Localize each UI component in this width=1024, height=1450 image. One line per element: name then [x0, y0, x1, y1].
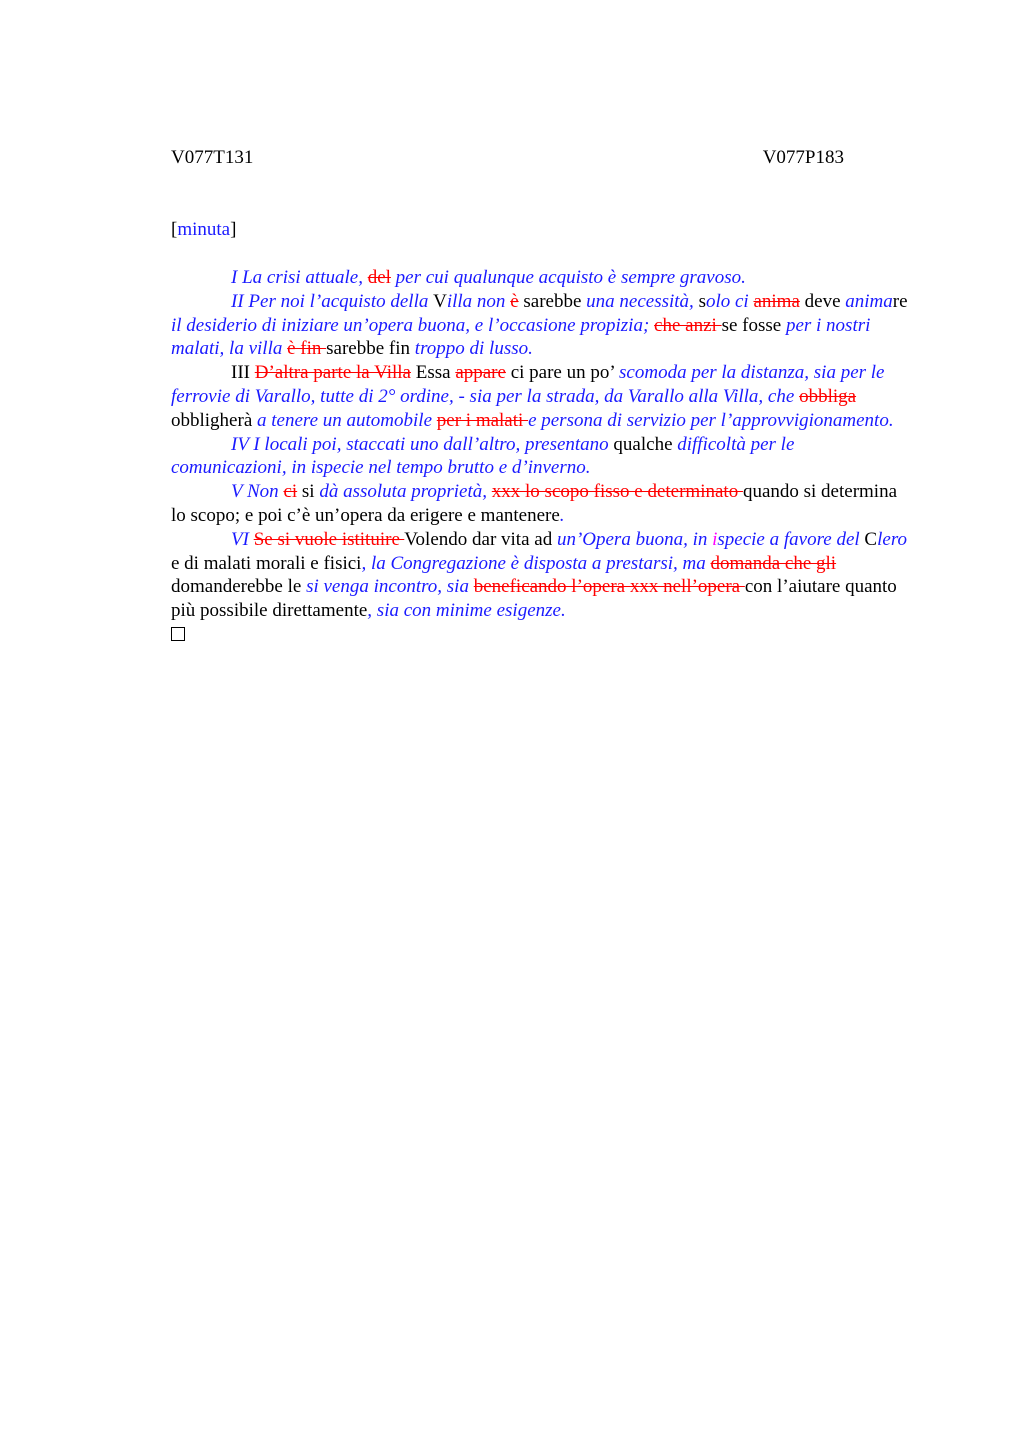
added-text: lero: [877, 528, 908, 550]
document-header: [171, 146, 844, 170]
base-text: Essa: [410, 362, 456, 384]
base-text: se fosse: [721, 314, 786, 336]
added-text: , sia con minime esigenze.: [367, 600, 566, 622]
deleted-text: del: [367, 267, 391, 288]
added-text: a tenere un automobile: [257, 409, 437, 431]
paragraph-5: [171, 480, 911, 528]
document-code-right: V077P183: [762, 147, 844, 168]
deleted-text: per i malati: [436, 409, 529, 431]
deleted-text: domanda che gli: [710, 552, 837, 574]
added-text: si venga incontro, sia: [306, 576, 474, 598]
base-text: e di malati morali e fisici: [171, 552, 362, 574]
added-text: I La crisi attuale,: [231, 267, 368, 288]
added-text: olo ci: [705, 290, 754, 312]
base-text: domanderebbe le: [171, 576, 307, 598]
base-text: sarebbe fin: [326, 338, 415, 360]
paragraph-6: [171, 528, 911, 623]
base-text: s: [698, 290, 706, 312]
paragraph-3: [171, 361, 911, 432]
draft-label-word: minuta: [177, 219, 231, 240]
base-text: obbligherà: [171, 409, 258, 431]
deleted-text: Se si vuole istituire: [253, 528, 405, 550]
base-text: sarebbe: [518, 290, 587, 312]
base-text: III: [231, 362, 255, 384]
deleted-text: beneficando l’opera xxx nell’opera: [473, 576, 745, 598]
added-text: II Per noi l’acquisto della: [231, 290, 434, 312]
end-marker: [171, 623, 911, 648]
added-text: scomoda per la distanza, sia per le ferrovie di Varallo, tutte di 2° ordine, - sia per la strada, da Varallo alla Villa, che: [171, 362, 885, 407]
highlight-text: i: [712, 528, 718, 550]
base-text: si: [297, 481, 320, 503]
deleted-text: xxx lo scopo fisso e determinato: [491, 481, 743, 503]
base-text: con l’aiutare quanto più possibile direttamente: [171, 576, 897, 622]
deleted-text: che anzi: [654, 314, 722, 336]
base-text: re: [892, 290, 908, 312]
added-text: , la Congregazione è disposta a prestarsi, ma: [361, 552, 711, 574]
deleted-text: ci: [283, 481, 298, 503]
base-text: C: [864, 528, 878, 550]
deleted-text: è fin: [287, 338, 327, 360]
draft-label: [171, 218, 236, 242]
deleted-text: appare: [455, 362, 506, 384]
base-text: quando si determina lo scopo; e poi c’è un’opera da erigere e mantenere: [171, 481, 898, 526]
added-text: anima: [845, 290, 893, 312]
paragraph-4: [171, 433, 911, 481]
added-text: difficoltà per le comunicazioni, in ispecie nel tempo brutto e d’inverno.: [171, 433, 795, 479]
added-text: V Non: [231, 481, 284, 503]
added-text: un’Opera buona, in: [556, 528, 713, 550]
paragraph-2: [171, 290, 911, 361]
deleted-text: D’altra parte la Villa: [254, 362, 411, 384]
added-text: VI: [231, 528, 254, 550]
deleted-text: è: [510, 290, 519, 312]
deleted-text: obbliga: [799, 385, 857, 407]
added-text: per cui qualunque acquisto è sempre gravoso.: [390, 267, 746, 288]
base-text: deve: [799, 290, 846, 312]
added-text: dà assoluta proprietà,: [319, 481, 492, 503]
paragraph-1: [171, 266, 911, 290]
added-text: troppo di lusso.: [414, 338, 533, 360]
base-text: Volendo dar vita ad: [404, 528, 557, 550]
base-text: V: [433, 290, 447, 312]
draft-label-open-bracket: [: [171, 219, 178, 240]
added-text: il desiderio di iniziare un’opera buona, e l’occasione propizia;: [171, 314, 655, 336]
added-text: e persona di servizio per l’approvvigionamento.: [528, 409, 894, 431]
added-text: per i nostri malati, la villa: [171, 314, 871, 360]
added-text: una necessità,: [586, 290, 699, 312]
draft-label-close-bracket: ]: [230, 219, 237, 240]
added-text: specie a favore del: [717, 528, 865, 550]
added-text: IV I locali poi, staccati uno dall’altro, presentano: [231, 433, 614, 455]
deleted-text: anima: [753, 290, 800, 312]
document-body: [171, 266, 911, 648]
base-text: qualche: [613, 433, 678, 455]
added-text: illa non: [446, 290, 511, 312]
square-outline-icon: [171, 627, 185, 641]
added-text: .: [559, 504, 565, 526]
base-text: ci pare un po’: [505, 362, 620, 384]
document-code-left: V077T131: [171, 147, 254, 168]
